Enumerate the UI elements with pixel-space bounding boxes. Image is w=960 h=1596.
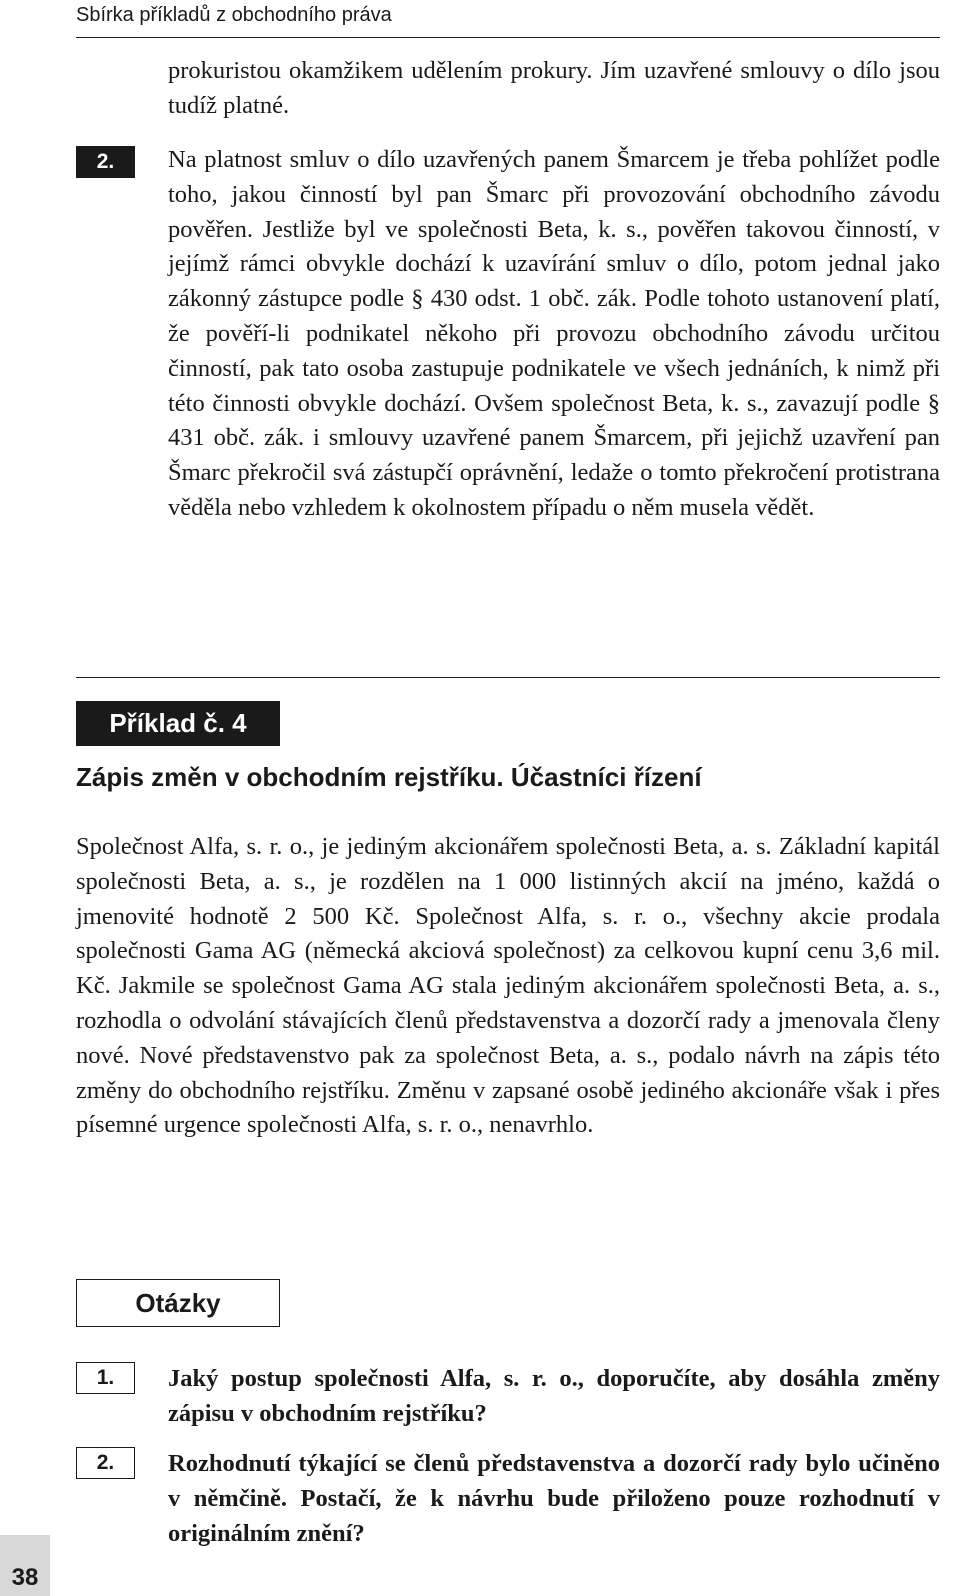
example-body: Společnost Alfa, s. r. o., je jediným akcionářem společnosti Beta, a. s. Základní kapitál společnosti Beta, a. s., je rozdělen na 1 000 listinných akcií na jméno, každá o jmenovité hodnotě 2 500 Kč. Společnost Alfa, s. r. o., všechny akcie prodala společnosti Gama AG (německá akciová společnost) za celkovou kupní cenu 3,6 mil. Kč. Jakmile se společnost Gama AG stala jediným akcionářem společnosti Beta, a. s., rozhodla o odvolání stávajících členů představenstva a dozorčí rady a jmenovala členy nové. Nové představenstvo pak za společnost Beta, a. s., podalo návrh na zápis této změny do obchodního rejstříku. Změnu v zapsané osobě jediného akcionáře však i přes písemné urgence společnosti Alfa, s. r. o., nenavrhlo. <box>76 833 940 1139</box>
questions-label: Otázky <box>76 1279 280 1327</box>
question-number-badge: 1. <box>76 1362 135 1394</box>
answer-number-badge: 2. <box>76 146 135 178</box>
example-label: Příklad č. 4 <box>76 701 280 746</box>
page-number: 38 <box>0 1535 50 1596</box>
question-text: Rozhodnutí týkající se členů představenstva a dozorčí rady bylo učiněno v němčině. Postačí, že k návrhu bude přiloženo pouze rozhodnutí v originálním znění? <box>168 1450 940 1547</box>
example-title: Zápis změn v obchodním rejstříku. Účastníci řízení <box>76 762 702 792</box>
question-text: Jaký postup společnosti Alfa, s. r. o., doporučíte, aby dosáhla změny zápisu v obchodním rejstříku? <box>168 1365 940 1427</box>
answer-text: Na platnost smluv o dílo uzavřených panem Šmarcem je třeba pohlížet podle toho, jakou činností byl pan Šmarc při provozování obchodního závodu pověřen. Jestliže byl ve společnosti Beta, k. s., pověřen takovou činností, v jejímž rámci obvykle dochází k uzavírání smluv o dílo, potom jednal jako zákonný zástupce podle § 430 odst. 1 obč. zák. Podle tohoto ustanovení platí, že pověří-li podnikatel někoho při provozu obchodního závodu určitou činností, pak tato osoba zastupuje podnikatele ve všech jednáních, k nimž při této činnosti obvykle dochází. Ovšem společnost Beta, k. s., zavazují podle § 431 obč. zák. i smlouvy uzavřené panem Šmarcem, při jejichž uzavření pan Šmarc překročil svá zástupčí oprávnění, ledaže o tomto překročení protistrana věděla nebo vzhledem k okolnostem případu o něm musela vědět. <box>168 146 940 521</box>
running-head-text: Sbírka příkladů z obchodního práva <box>76 4 392 26</box>
running-head <box>76 0 940 38</box>
answer-continuation: prokuristou okamžikem udělením prokury. Jím uzavřené smlouvy o dílo jsou tudíž platné. <box>168 57 940 119</box>
question-number-badge: 2. <box>76 1447 135 1479</box>
section-divider <box>76 677 940 678</box>
